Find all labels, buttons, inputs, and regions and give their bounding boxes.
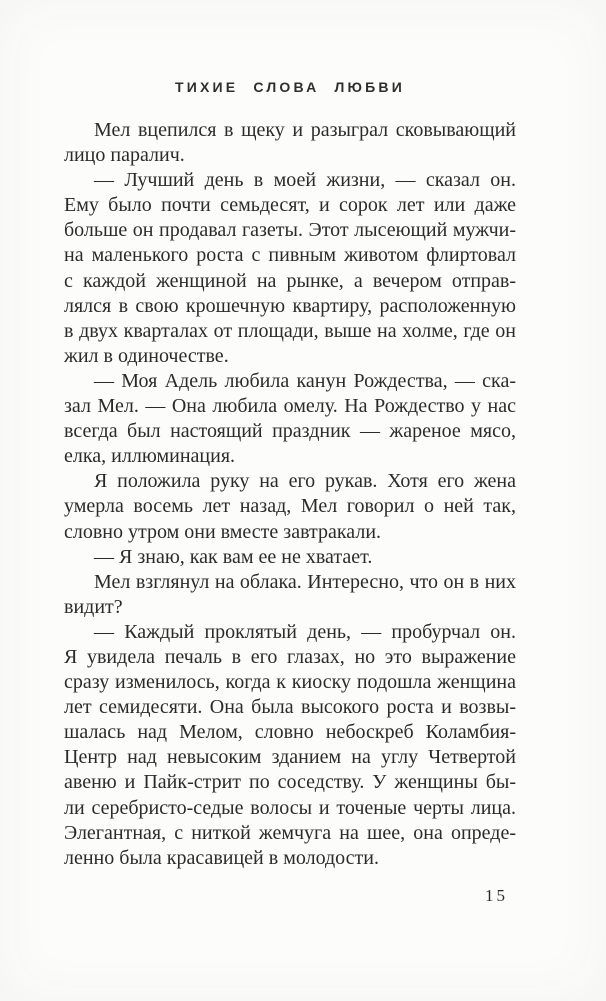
text-line: сразу изменилось, когда к киоску подошла женщина (64, 671, 516, 694)
text-line: — Лучший день в моей жизни, — сказал он. (94, 169, 516, 192)
text-line: Я увидела печаль в его глазах, но это выражение (64, 645, 516, 668)
text-line: умерла восемь лет назад, Мел говорил о ней так, (64, 495, 516, 518)
text-line: авеню и Пайк-стрит по соседству. У женщины бы- (64, 771, 516, 794)
page-number: 15 (485, 886, 508, 905)
running-head: ТИХИЕ СЛОВА ЛЮБВИ (174, 79, 406, 95)
text-line: жил в одиночестве. (64, 344, 229, 367)
body-text (64, 118, 516, 871)
text-line: словно утром они вместе завтракали. (64, 520, 382, 543)
text-line: с каждой женщиной на рынке, а вечером отправ- (64, 269, 516, 292)
text-line: Я положила руку на его рукав. Хотя его жена (94, 470, 516, 493)
text-line: ли серебристо-седые волосы и точеные черты лица. (64, 796, 516, 819)
text-line: лицо паралич. (64, 144, 185, 167)
text-line: лет семидесяти. Она была высокого роста и возвы- (64, 696, 516, 719)
text-line: Центр над невысоким зданием на углу Четвертой (64, 746, 516, 769)
text-line: — Моя Адель любила канун Рождества, — ска- (94, 369, 516, 392)
text-line: ленно была красавицей в молодости. (64, 846, 379, 869)
text-line: Ему было почти семьдесят, и сорок лет или даже (64, 194, 516, 217)
text-line: на маленького роста с пивным животом флиртовал (64, 244, 516, 267)
paragraph (64, 570, 516, 620)
text-line: видит? (64, 595, 123, 618)
text-line: лялся в свою крошечную квартиру, расположенную (64, 294, 516, 317)
text-line: шалась над Мелом, словно небоскреб Коламбия- (64, 721, 516, 744)
text-line: в двух кварталах от площади, выше на холме, где он (64, 319, 516, 342)
text-line: Мел вцепился в щеку и разыграл сковывающий (94, 119, 516, 141)
text-line: больше он продавал газеты. Этот лысеющий мужчи- (64, 219, 516, 242)
text-line: — Каждый проклятый день, — пробурчал он. (94, 620, 516, 643)
text-line: Мел взглянул на облака. Интересно, что он в них (94, 570, 516, 593)
text-line: елка, иллюминация. (64, 445, 236, 468)
text-line: — Я знаю, как вам ее не хватает. (94, 545, 373, 568)
paragraph (64, 369, 516, 469)
text-line: Элегантная, с ниткой жемчуга на шее, она опреде- (64, 821, 516, 844)
text-line: зал Мел. — Она любила омелу. На Рождество у нас (64, 395, 516, 418)
paragraph (64, 545, 516, 570)
paragraph (64, 168, 516, 369)
paragraph (64, 620, 516, 871)
paragraph (64, 469, 516, 544)
paragraph (64, 118, 516, 168)
text-line: всегда был настоящий праздник — жареное мясо, (64, 420, 516, 443)
